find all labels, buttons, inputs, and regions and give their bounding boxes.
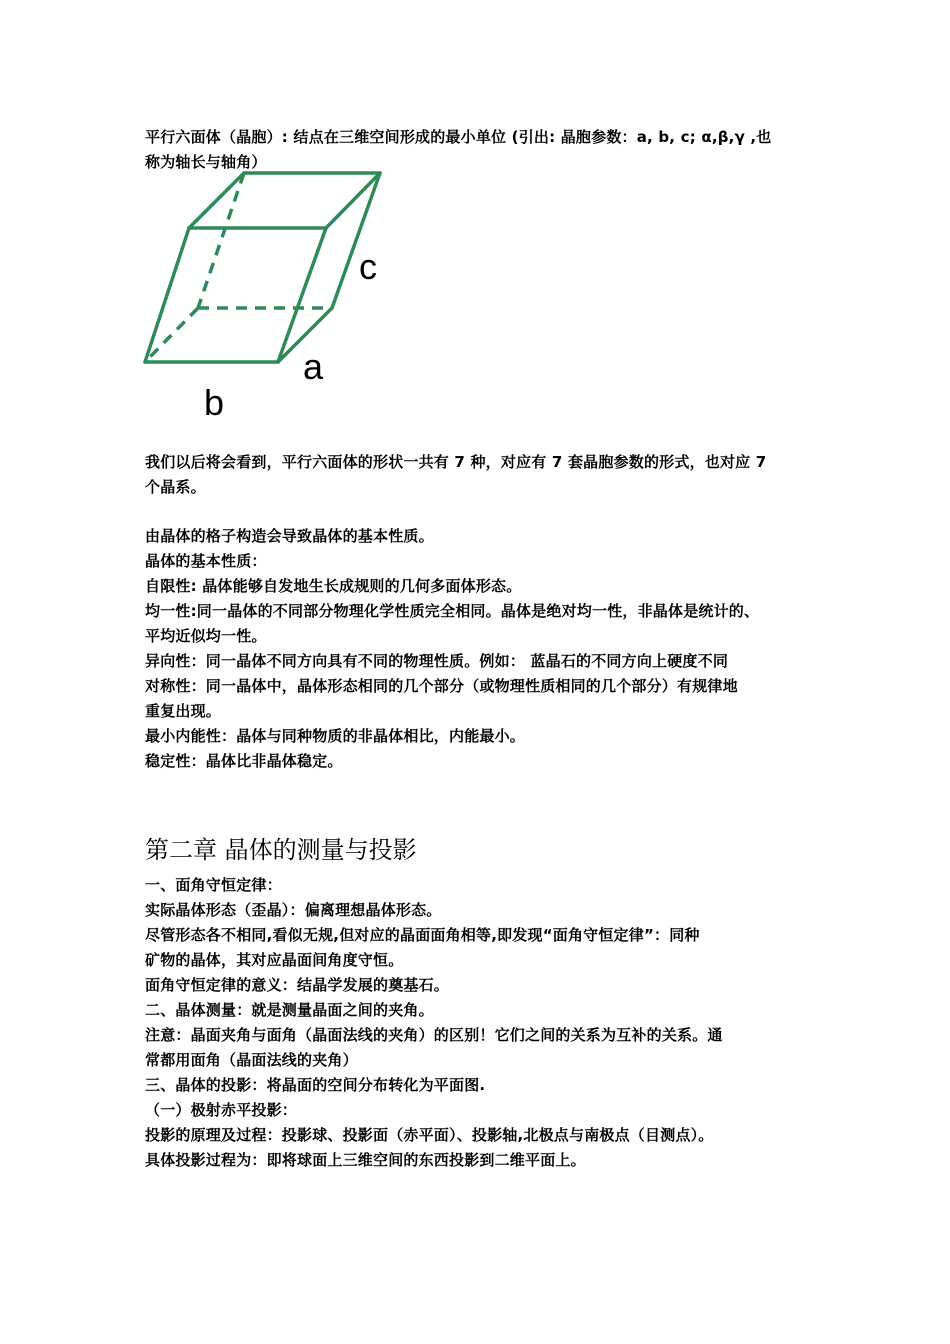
chapter-line-7: 注意：晶面夹角与面角（晶面法线的夹角）的区别！它们之间的关系为互补的关系。通 xyxy=(145,1026,723,1044)
chapter-line-8: 常都用面角（晶面法线的夹角） xyxy=(145,1051,358,1069)
axis-label-c: c xyxy=(359,246,377,287)
properties-line-6: 异向性：同一晶体不同方向具有不同的物理性质。例如： 蓝晶石的不同方向上硬度不同 xyxy=(145,652,729,670)
para1-line-2: 个晶系。 xyxy=(145,478,206,496)
properties-line-2: 晶体的基本性质： xyxy=(145,552,267,570)
properties-line-7: 对称性：同一晶体中，晶体形态相同的几个部分（或物理性质相同的几个部分）有规律地 xyxy=(145,677,738,695)
axis-label-a: a xyxy=(303,346,324,387)
properties-line-3: 自限性: 晶体能够自发地生长成规则的几何多面体形态。 xyxy=(145,577,522,595)
properties-line-8: 重复出现。 xyxy=(145,702,222,720)
chapter-line-11: 投影的原理及过程：投影球、投影面（赤平面）、投影轴,北极点与南极点（目测点）。 xyxy=(145,1126,714,1144)
properties-line-4: 均一性:同一晶体的不同部分物理化学性质完全相同。晶体是绝对均一性，非晶体是统计的、 xyxy=(145,602,760,620)
intro-line-2: 称为轴长与轴角） xyxy=(145,153,267,171)
properties-line-5: 平均近似均一性。 xyxy=(145,627,267,645)
chapter-line-2: 实际晶体形态（歪晶）：偏离理想晶体形态。 xyxy=(145,901,442,919)
chapter-line-1: 一、面角守恒定律： xyxy=(145,876,282,894)
intro-line-1: 平行六面体（晶胞）: 结点在三维空间形成的最小单位 (引出: 晶胞参数：a, b, c; α,β,γ ,也 xyxy=(145,128,772,146)
axis-label-b: b xyxy=(204,382,225,423)
chapter-line-10: （一）极射赤平投影： xyxy=(145,1101,298,1119)
properties-line-1: 由晶体的格子构造会导致晶体的基本性质。 xyxy=(145,527,434,545)
chapter-title: 第二章 晶体的测量与投影 xyxy=(145,836,417,864)
chapter-line-6: 二、晶体测量：就是测量晶面之间的夹角。 xyxy=(145,1001,434,1019)
para1-line-1: 我们以后将会看到，平行六面体的形状一共有 7 种，对应有 7 套晶胞参数的形式，也对应 7 xyxy=(145,453,767,471)
properties-line-9: 最小内能性：晶体与同种物质的非晶体相比，内能最小。 xyxy=(145,727,526,745)
chapter-line-5: 面角守恒定律的意义：结晶学发展的奠基石。 xyxy=(145,976,450,994)
chapter-line-4: 矿物的晶体，其对应晶面间角度守恒。 xyxy=(145,951,404,969)
chapter-line-9: 三、晶体的投影：将晶面的空间分布转化为平面图. xyxy=(145,1076,486,1094)
properties-line-10: 稳定性：晶体比非晶体稳定。 xyxy=(145,752,343,770)
parallelepiped-figure xyxy=(0,0,950,440)
chapter-line-12: 具体投影过程为：即将球面上三维空间的东西投影到二维平面上。 xyxy=(145,1151,586,1169)
chapter-line-3: 尽管形态各不相同,看似无规,但对应的晶面面角相等,即发现“面角守恒定律”：同种 xyxy=(145,926,700,944)
